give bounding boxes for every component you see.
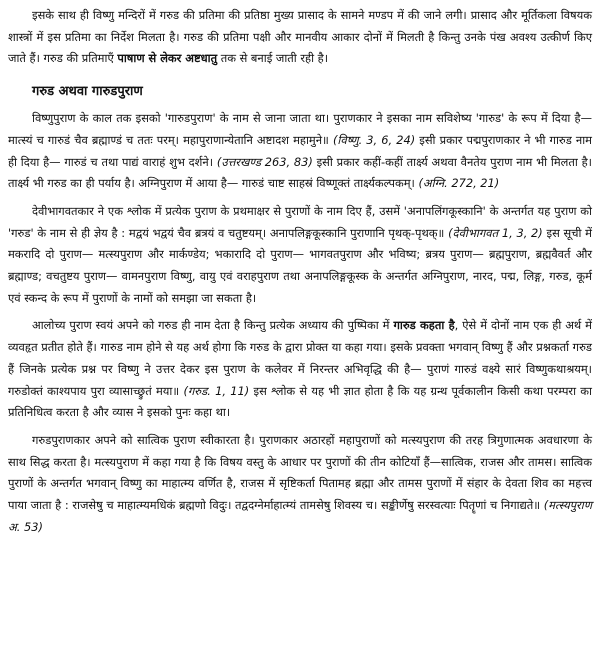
bold-phrase: गारुड कहता है [393,318,455,333]
citation: (उत्तरखण्ड 263, 83) [216,154,313,169]
citation: (देवीभागवत 1, 3, 2) [448,225,543,240]
intro-bold-phrase: पाषाण से लेकर अष्टधातु [117,51,218,66]
paragraph-vishnu-purana: विष्णुपुराण के काल तक इसको 'गारुडपुराण' के नाम से जाना जाता था। पुराणकार ने इसका नाम सविशेष्य 'गारुड' के रूप में दिया है— मात्स्यं च गारुडं चैव ब्रह्माण्डं च ततः परम्। महापुराणान्येतानि अष्टादश महामुने॥ (विष्णु. 3, 6, 24) इसी प्रकार पद्मपुराणकार ने भी गारुड नाम ही दिया है— गारुडं च तथा पाद्यं वाराहं शुभ दर्शने। (उत्तरखण्ड 263, 83) इसी प्रकार कहीं-कहीं तार्क्ष्य अथवा वैनतेय पुराण नाम भी मिलता है। तार्क्ष्य भी गरुड का ही पर्याय है। अग्निपुराण में आया है— गारुडं चाष्ट साहस्रं विष्णूक्तं तार्क्ष्यकल्पकम्। (अग्नि. 272, 21) [8,111,592,191]
citation: (अग्नि. 272, 21) [418,176,500,191]
citation: (गरुड. 1, 11) [183,383,250,398]
citation: (मत्स्यपुराण अ. 53) [8,498,592,534]
section-heading: गरुड अथवा गारुडपुराण [32,84,143,100]
paragraph-devi-bhagavata: देवीभागवतकार ने एक श्लोक में प्रत्येक पुराण के प्रथमाक्षर से पुराणों के नाम दिए हैं, उसमें 'अनापलिंगकूस्कानि' के अन्तर्गत यह पुराण को 'गरुड' के नाम से ही ज्ञेय है : मद्वयं भद्वयं चैव ब्रत्रयं व चतुष्टयम्। अनापलिङ्गकूस्कानि पुराणानि पृथक्-पृथक्॥ (देवीभागवत 1, 3, 2) इस सूची में मकरादि दो पुराण— मत्स्यपुराण और मार्कण्डेय; भकारादि दो पुराण— भागवतपुराण और भविष्य; ब्रत्रय पुराण— ब्रह्मपुराण, ब्रह्मवैवर्त और ब्रह्माण्ड; वचतुष्टय पुराण— वामनपुराण विष्णु, वायु एवं वराहपुराण तथा अनापलिङ्गकूस्क के अन्तर्गत अग्निपुराण, नारद, पद्म, लिङ्ग, गरुड, कूर्म एवं स्कन्द के रूप में पुराणों के नामों को समझा जा सकता है। [8,203,592,305]
citation: (विष्णु. 3, 6, 24) [332,132,416,147]
paragraph-sattvika-purana: गरुडपुराणकार अपने को सात्विक पुराण स्वीकारता है। पुराणकार अठारहों महापुराणों को मत्स्यपुराण की तरह त्रिगुणात्मक अवधारणा के साथ सिद्ध करता है। मत्स्यपुराण में कहा गया है कि विषय वस्तु के आधार पर पुराणों की तीन कोटियाँ हैं—सात्विक, राजस और तामस। सात्विक पुराणों के अन्तर्गत भगवान् विष्णु का माहात्म्य वर्णित है, राजस में सृष्टिकर्ता पितामह ब्रह्मा और तामस पुराणों में संहार के देवता शिव का महत्त्व पाया जाता है : राजसेषु च माहात्म्यमधिकं ब्रह्मणो विदुः। तद्वदग्नेर्माहात्म्यं तामसेषु शिवस्य च। सङ्कीर्णेषु सरस्वत्याः पितॄणां च निगाद्यते॥ (मत्स्यपुराण अ. 53) [8,432,592,534]
paragraph-garuda-name: आलोच्य पुराण स्वयं अपने को गरुड ही नाम देता है किन्तु प्रत्येक अध्याय की पुष्पिका में गारुड कहता है, ऐसे में दोनों नाम एक ही अर्थ में व्यवहृत प्रतीत होते हैं। गारुड नाम होने से यह अर्थ होगा कि गरुड के द्वारा प्रोक्त या कहा गया। इसके प्रवक्ता भगवान् विष्णु हैं और प्रश्नकर्ता गरुड हैं जिनके प्रत्येक प्रश्न पर विष्णु ने उत्तर देकर इस पुराण के कलेवर में निरन्तर अभिवृद्धि की है— पुराणं गारुडं वक्ष्ये सारं विष्णुकथाश्रयम्। गरुडोक्तं काश्यपाय पुरा व्यासाच्छ्रुतं मया॥ (गरुड. 1, 11) इस श्लोक से यह भी ज्ञात होता है कि यह ग्रन्थ पूर्वकालीन किसी कथा परम्परा का प्रतिनिधित्व करता है और व्यास ने इसको पुनः कहा था। [8,318,592,420]
intro-paragraph: इसके साथ ही विष्णु मन्दिरों में गरुड की प्रतिमा की प्रतिष्ठा मुख्य प्रासाद के सामने मण्डप में की जाने लगी। प्रासाद और मूर्तिकला विषयक शास्त्रों में इस प्रतिमा का निर्देश मिलता है। गरुड की प्रतिमा पक्षी और मानवीय आकार दोनों में मिलती है किन्तु उनके पंख अवश्य उत्कीर्ण किए जाते हैं। गरुड की प्रतिमाएँ पाषाण से लेकर अष्टधातु तक से बनाई जाती रही है। [8,8,592,66]
